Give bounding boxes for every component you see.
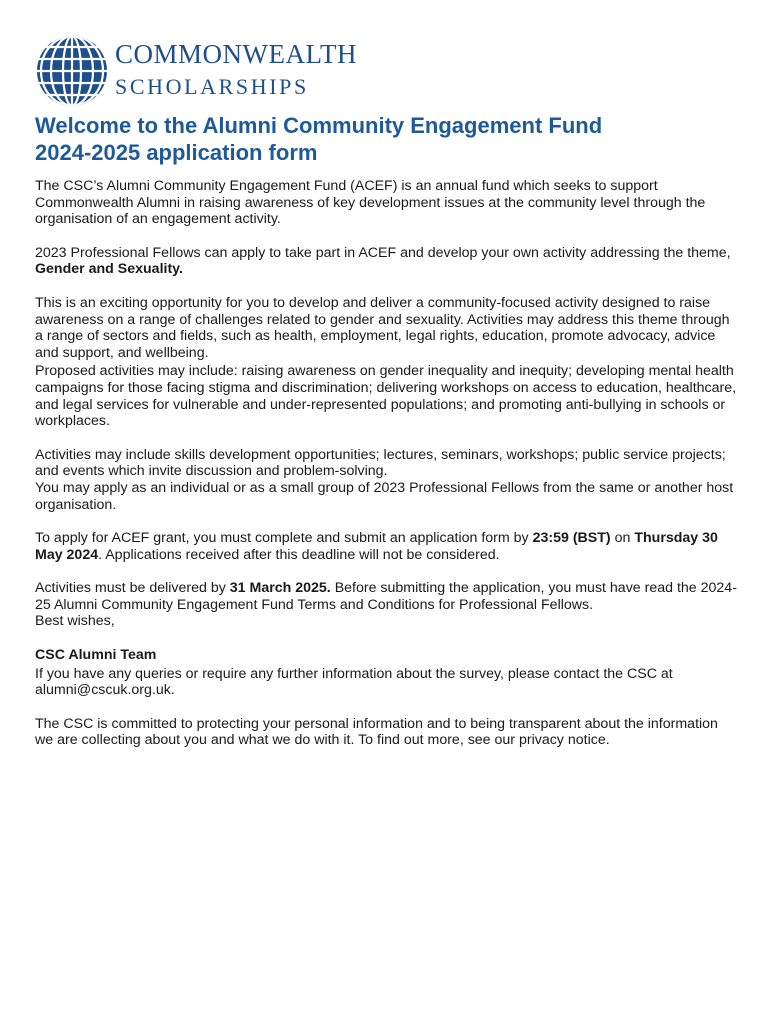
signoff bbox=[35, 647, 740, 664]
title-line-2: 2024-2025 application form bbox=[35, 140, 318, 165]
signoff-team: CSC Alumni Team bbox=[35, 647, 157, 664]
intro-paragraph: The CSC’s Alumni Community Engagement Fund (ACEF) is an annual fund which seeks to support Commonwealth Alumni in raising awareness of key development issues at the community level through the organisation of an engagement activity. bbox=[35, 178, 706, 228]
deadline-paragraph bbox=[35, 530, 740, 563]
fellows-text: 2023 Professional Fellows can apply to take part in ACEF and develop your own activity addressing the theme, bbox=[35, 244, 731, 261]
queries-paragraph: If you have any queries or require any further information about the survey, please contact the CSC at alumni@cscuk.org.uk. bbox=[35, 665, 673, 699]
activities-paragraph: Activities may include skills development opportunities; lectures, seminars, workshops; public service projects; and events which invite discussion and problem-solving. bbox=[35, 446, 726, 480]
deadline-on: on bbox=[610, 530, 635, 547]
delivery-note: Before submitting the application, you must have read the 2024-25 Alumni Community Engagement Fund Terms and Conditions for Professional Fellows. bbox=[35, 580, 737, 613]
fellows-paragraph bbox=[35, 245, 740, 278]
privacy-paragraph: The CSC is committed to protecting your personal information and to being transparent about the information we are collecting about you and what we do with it. To find out more, see our privacy notice. bbox=[35, 715, 718, 749]
commonwealth-scholarships-logo bbox=[35, 34, 357, 110]
opportunity-paragraph: This is an exciting opportunity for you to develop and deliver a community-focused activity designed to raise awareness on a range of challenges related to gender and sexuality. Activities may address this theme through a range of sectors and fields, such as health, employment, legal rights, education, promote advocacy, advice and support, and wellbeing. bbox=[35, 294, 730, 361]
delivery-intro: Activities must be delivered by bbox=[35, 580, 230, 597]
deadline-date: Thursday 30 May 2024 bbox=[35, 530, 718, 563]
deadline-intro: To apply for ACEF grant, you must complete and submit an application form by bbox=[35, 530, 533, 547]
apply-individual-paragraph: You may apply as an individual or as a small group of 2023 Professional Fellows from the same or another host organisation. bbox=[35, 479, 734, 513]
delivery-date: 31 March 2025. bbox=[229, 580, 331, 597]
logo-line-scholarships: SCHOLARSHIPS bbox=[115, 74, 309, 99]
theme-text: Gender and Sexuality. bbox=[35, 261, 183, 278]
globe-icon bbox=[35, 34, 109, 108]
delivery-paragraph bbox=[35, 580, 740, 613]
logo-line-commonwealth: COMMONWEALTH bbox=[115, 39, 357, 69]
title-line-1: Welcome to the Alumni Community Engagement Fund bbox=[35, 113, 603, 138]
deadline-time: 23:59 (BST) bbox=[532, 530, 611, 547]
proposed-activities-paragraph: Proposed activities may include: raising awareness on gender inequality and inequity; developing mental health campaigns for those facing stigma and discrimination; delivering workshops on access to education, healthcare, and legal services for vulnerable and under-represented populations; and promoting anti-bullying in schools or workplaces. bbox=[35, 363, 737, 430]
form-intro bbox=[35, 112, 740, 749]
best-wishes: Best wishes, bbox=[35, 613, 115, 630]
page-title bbox=[35, 112, 740, 166]
deadline-note: . Applications received after this deadline will not be considered. bbox=[98, 546, 500, 563]
